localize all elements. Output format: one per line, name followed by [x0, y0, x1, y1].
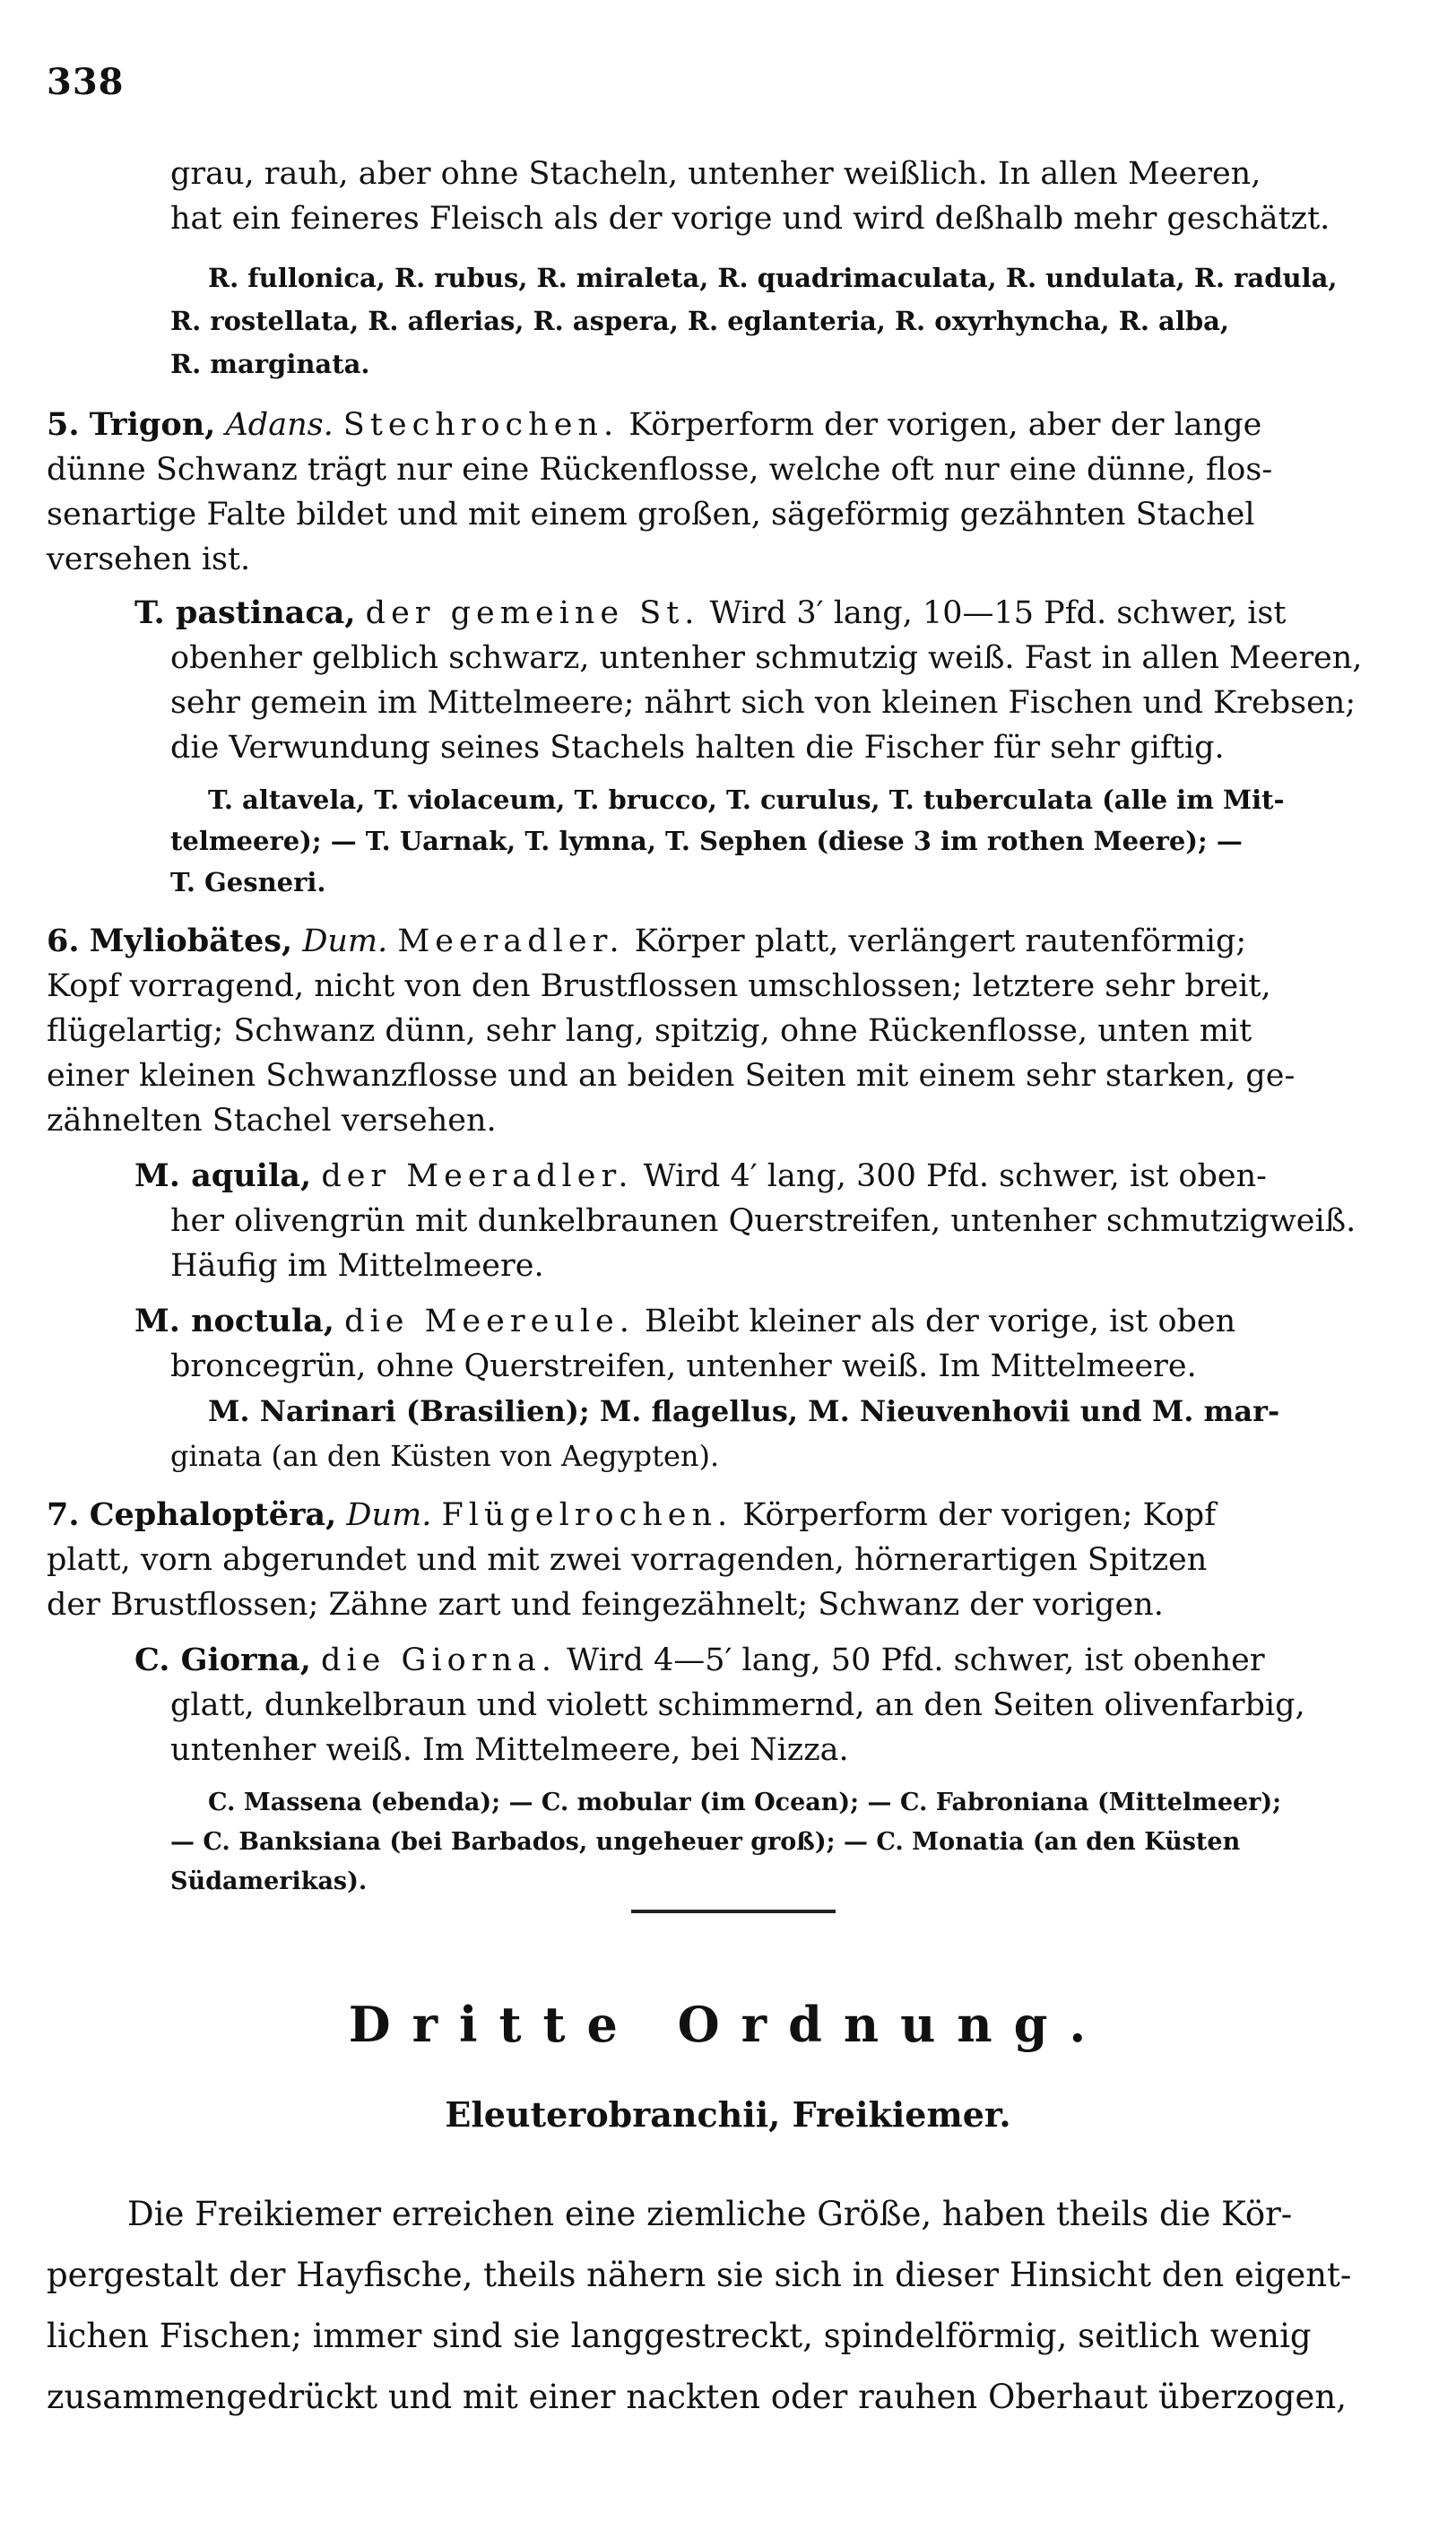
species-list-line: T. Gesneri. — [170, 867, 326, 897]
text-line: Körper platt, verlängert rautenförmig; — [634, 923, 1247, 959]
genus-name: Cephaloptëra, — [89, 1496, 337, 1533]
text-line: senartige Falte bildet und mit einem großen, sägeförmig gezähnten Stachel — [47, 497, 1255, 533]
genus-name: Myliobätes, — [89, 923, 293, 959]
text-line: her olivengrün mit dunkelbraunen Querstreifen, untenher schmutzigweiß. — [170, 1203, 1356, 1239]
text-line: Die Freikiemer erreichen eine ziemliche Größe, haben theils die Kör- — [127, 2195, 1293, 2233]
species-list-line: R. marginata. — [170, 349, 370, 379]
section-5-heading — [47, 405, 1261, 445]
text-line: versehen ist. — [47, 542, 251, 577]
text-line: einer kleinen Schwanzflosse und an beiden Seiten mit einem sehr starken, ge- — [47, 1058, 1296, 1094]
text-line: glatt, dunkelbraun und violett schimmernd, an den Seiten olivenfarbig, — [170, 1687, 1305, 1723]
text-line: obenher gelblich schwarz, untenher schmutzig weiß. Fast in allen Meeren, — [170, 640, 1363, 676]
species-common-name: die Meereule. — [344, 1304, 635, 1339]
species-entry — [134, 594, 1286, 633]
section-6-heading — [47, 922, 1246, 961]
common-name: Meeradler. — [397, 923, 625, 959]
species-name: C. Giorna, — [134, 1642, 311, 1678]
text-line: Körperform der vorigen, aber der lange — [628, 407, 1262, 443]
species-common-name: die Giorna. — [321, 1642, 557, 1678]
genus-author: Dum. — [302, 923, 388, 959]
section-7-heading — [47, 1495, 1216, 1535]
text-line: der Brustflossen; Zähne zart und feingezähnelt; Schwanz der vorigen. — [47, 1587, 1164, 1623]
species-name: T. pastinaca, — [134, 594, 356, 631]
text-line: hat ein feineres Fleisch als der vorige und wird deßhalb mehr geschätzt. — [170, 201, 1330, 237]
text-line: untenher weiß. Im Mittelmeere, bei Nizza. — [170, 1732, 849, 1768]
section-number: 6. — [47, 923, 80, 959]
text-line: Bleibt kleiner als der vorige, ist oben — [645, 1304, 1236, 1339]
species-list-line: ginata (an den Küsten von Aegypten). — [170, 1439, 720, 1473]
common-name: Flügelrochen. — [441, 1497, 733, 1533]
species-common-name: der Meeradler. — [321, 1158, 634, 1194]
species-list-line: R. fullonica, R. rubus, R. miraleta, R. quadrimaculata, R. undulata, R. radula, — [208, 263, 1338, 293]
genus-author: Adans. — [225, 407, 334, 443]
text-line: grau, rauh, aber ohne Stacheln, untenher weißlich. In allen Meeren, — [170, 156, 1261, 192]
text-line: dünne Schwanz trägt nur eine Rückenflosse, welche oft nur eine dünne, flos- — [47, 452, 1273, 488]
common-name: Stechrochen. — [342, 407, 620, 443]
species-entry — [134, 1641, 1265, 1680]
text-line: Häufig im Mittelmeere. — [170, 1248, 544, 1284]
text-line: pergestalt der Hayfische, theils nähern sie sich in dieser Hinsicht den eigent- — [47, 2256, 1352, 2294]
species-name: M. aquila, — [134, 1157, 312, 1194]
text-line: flügelartig; Schwanz dünn, sehr lang, spitzig, ohne Rückenflosse, unten mit — [47, 1013, 1252, 1049]
section-number: 7. — [47, 1496, 80, 1533]
species-entry — [134, 1302, 1235, 1341]
species-list-line: R. rostellata, R. aflerias, R. aspera, R. eglanteria, R. oxyrhyncha, R. alba, — [170, 306, 1230, 336]
species-name: M. noctula, — [134, 1303, 334, 1339]
text-line: Wird 4—5′ lang, 50 Pfd. schwer, ist obenher — [567, 1642, 1265, 1678]
species-list-line: C. Massena (ebenda); — C. mobular (im Ocean); — C. Fabroniana (Mittelmeer); — [208, 1789, 1282, 1816]
species-list-line: — C. Banksiana (bei Barbados, ungeheuer groß); — C. Monatia (an den Küsten — [170, 1828, 1241, 1856]
text-line: Körperform der vorigen; Kopf — [742, 1497, 1217, 1533]
species-entry — [134, 1157, 1267, 1196]
species-common-name: der gemeine St. — [365, 595, 700, 631]
section-divider — [631, 1910, 836, 1913]
text-line: Kopf vorragend, nicht von den Brustflossen umschlossen; letztere sehr breit, — [47, 968, 1271, 1004]
species-list-line: T. altavela, T. violaceum, T. brucco, T. curulus, T. tuberculata (alle im Mit- — [208, 784, 1285, 815]
text-line: Wird 3′ lang, 10—15 Pfd. schwer, ist — [709, 595, 1287, 631]
section-number: 5. — [47, 406, 80, 443]
text-line: die Verwundung seines Stachels halten die Fischer für sehr giftig. — [170, 730, 1225, 766]
species-list-line: telmeere); — T. Uarnak, T. lymna, T. Sephen (diese 3 im rothen Meere); — — [170, 826, 1243, 856]
genus-name: Trigon, — [89, 406, 216, 443]
genus-author: Dum. — [346, 1497, 432, 1533]
species-list-line: M. Narinari (Brasilien); M. flagellus, M. Nieuvenhovii und M. mar- — [208, 1394, 1280, 1428]
text-line: zähnelten Stachel versehen. — [47, 1103, 497, 1139]
text-line: broncegrün, ohne Querstreifen, untenher weiß. Im Mittelmeere. — [170, 1348, 1197, 1384]
order-subtitle: Eleuterobranchii, Freikiemer. — [445, 2094, 1011, 2135]
text-line: lichen Fischen; immer sind sie langgestreckt, spindelförmig, seitlich wenig — [47, 2317, 1312, 2355]
text-line: platt, vorn abgerundet und mit zwei vorragenden, hörnerartigen Spitzen — [47, 1542, 1208, 1578]
text-line: sehr gemein im Mittelmeere; nährt sich von kleinen Fischen und Krebsen; — [170, 685, 1356, 721]
order-title: Dritte Ordnung. — [348, 1996, 1108, 2053]
text-line: zusammengedrückt und mit einer nackten oder rauhen Oberhaut überzogen, — [47, 2378, 1347, 2416]
text-line: Wird 4′ lang, 300 Pfd. schwer, ist oben- — [643, 1158, 1267, 1194]
page-number: 338 — [47, 61, 125, 103]
species-list-line: Südamerikas). — [170, 1867, 368, 1895]
